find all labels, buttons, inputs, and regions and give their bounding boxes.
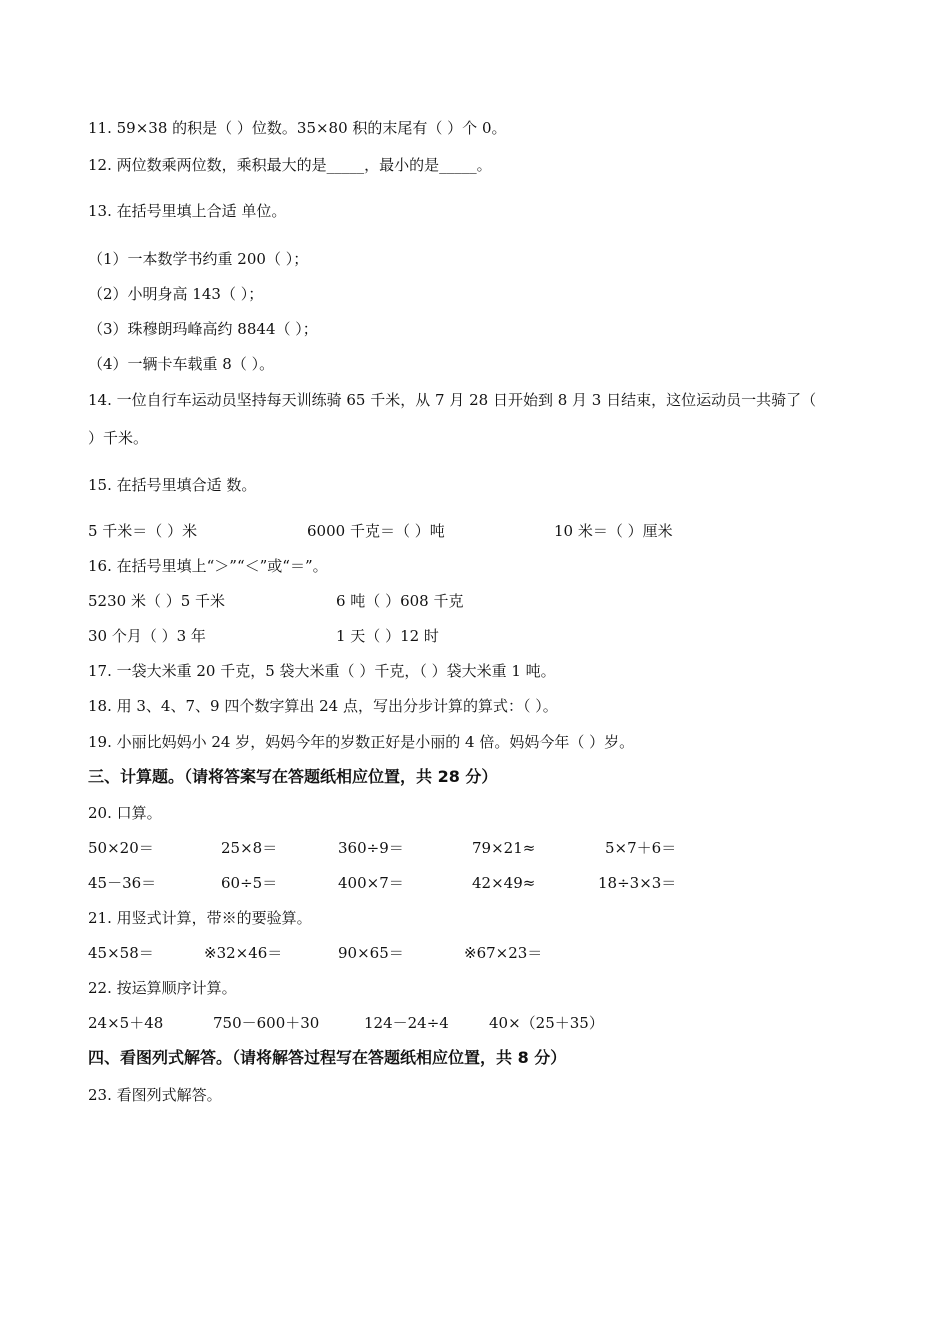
q22-cell-4: 40×（25＋35） — [489, 1014, 604, 1032]
question-16-row-1-cell-1: 5230 米（ ）5 千米 — [88, 592, 226, 610]
question-14-line-1: 14. 一位自行车运动员坚持每天训练骑 65 千米，从 7 月 28 日开始到 8 月 3 日结束，这位运动员一共骑了（ — [88, 391, 817, 409]
question-16-stem: 16. 在括号里填上“＞”“＜”或“＝”。 — [88, 557, 328, 575]
q21-cell-2: ※32×46＝ — [204, 944, 283, 962]
question-13-item-3: （3）珠穆朗玛峰高约 8844（ ）； — [88, 320, 318, 338]
q20-row-1-cell-4: 79×21≈ — [472, 839, 536, 857]
question-13-item-2: （2）小明身高 143（ ）； — [88, 285, 264, 303]
section-3-heading: 三、计算题。（请将答案写在答题纸相应位置，共 28 分） — [88, 767, 498, 786]
question-19: 19. 小丽比妈妈小 24 岁，妈妈今年的岁数正好是小丽的 4 倍。妈妈今年（ ）岁。 — [88, 733, 635, 751]
question-23: 23. 看图列式解答。 — [88, 1086, 222, 1104]
question-12: 12. 两位数乘两位数，乘积最大的是_____，最小的是_____。 — [88, 156, 492, 174]
question-15-cell-1: 5 千米＝（ ）米 — [88, 522, 198, 540]
q22-cell-1: 24×5＋48 — [88, 1014, 164, 1032]
question-15-cell-3: 10 米＝（ ）厘米 — [554, 522, 673, 540]
q20-row-1-cell-3: 360÷9＝ — [338, 839, 404, 857]
question-11: 11. 59×38 的积是（ ）位数。35×80 积的末尾有（ ）个 0。 — [88, 119, 507, 137]
q20-row-2-cell-5: 18÷3×3＝ — [598, 874, 677, 892]
question-13-item-4: （4）一辆卡车载重 8（ ）。 — [88, 355, 275, 373]
q21-cell-1: 45×58＝ — [88, 944, 154, 962]
question-16-row-1-cell-2: 6 吨（ ）608 千克 — [336, 592, 464, 610]
question-14-line-2: ）千米。 — [88, 429, 149, 447]
question-18: 18. 用 3、4、7、9 四个数字算出 24 点，写出分步计算的算式：（ ）。 — [88, 697, 558, 715]
q20-row-2-cell-1: 45－36＝ — [88, 874, 157, 892]
q22-cell-3: 124－24÷4 — [364, 1014, 449, 1032]
q21-cell-3: 90×65＝ — [338, 944, 404, 962]
question-15-stem: 15. 在括号里填合适 数。 — [88, 476, 257, 494]
question-20-stem: 20. 口算。 — [88, 804, 162, 822]
question-17: 17. 一袋大米重 20 千克，5 袋大米重（ ）千克，（ ）袋大米重 1 吨。 — [88, 662, 556, 680]
q20-row-1-cell-5: 5×7＋6＝ — [605, 839, 677, 857]
q20-row-2-cell-2: 60÷5＝ — [221, 874, 278, 892]
question-13-stem: 13. 在括号里填上合适 单位。 — [88, 202, 287, 220]
section-4-heading: 四、看图列式解答。（请将解答过程写在答题纸相应位置，共 8 分） — [88, 1048, 567, 1067]
q21-cell-4: ※67×23＝ — [464, 944, 543, 962]
question-13-item-1: （1）一本数学书约重 200（ ）； — [88, 250, 309, 268]
q20-row-2-cell-3: 400×7＝ — [338, 874, 404, 892]
question-21-stem: 21. 用竖式计算，带※的要验算。 — [88, 909, 312, 927]
question-15-cell-2: 6000 千克＝（ ）吨 — [307, 522, 445, 540]
question-16-row-2-cell-1: 30 个月（ ）3 年 — [88, 627, 206, 645]
question-16-row-2-cell-2: 1 天（ ）12 时 — [336, 627, 439, 645]
q20-row-2-cell-4: 42×49≈ — [472, 874, 536, 892]
q22-cell-2: 750－600＋30 — [213, 1014, 320, 1032]
question-22-stem: 22. 按运算顺序计算。 — [88, 979, 237, 997]
q20-row-1-cell-1: 50×20＝ — [88, 839, 154, 857]
q20-row-1-cell-2: 25×8＝ — [221, 839, 278, 857]
